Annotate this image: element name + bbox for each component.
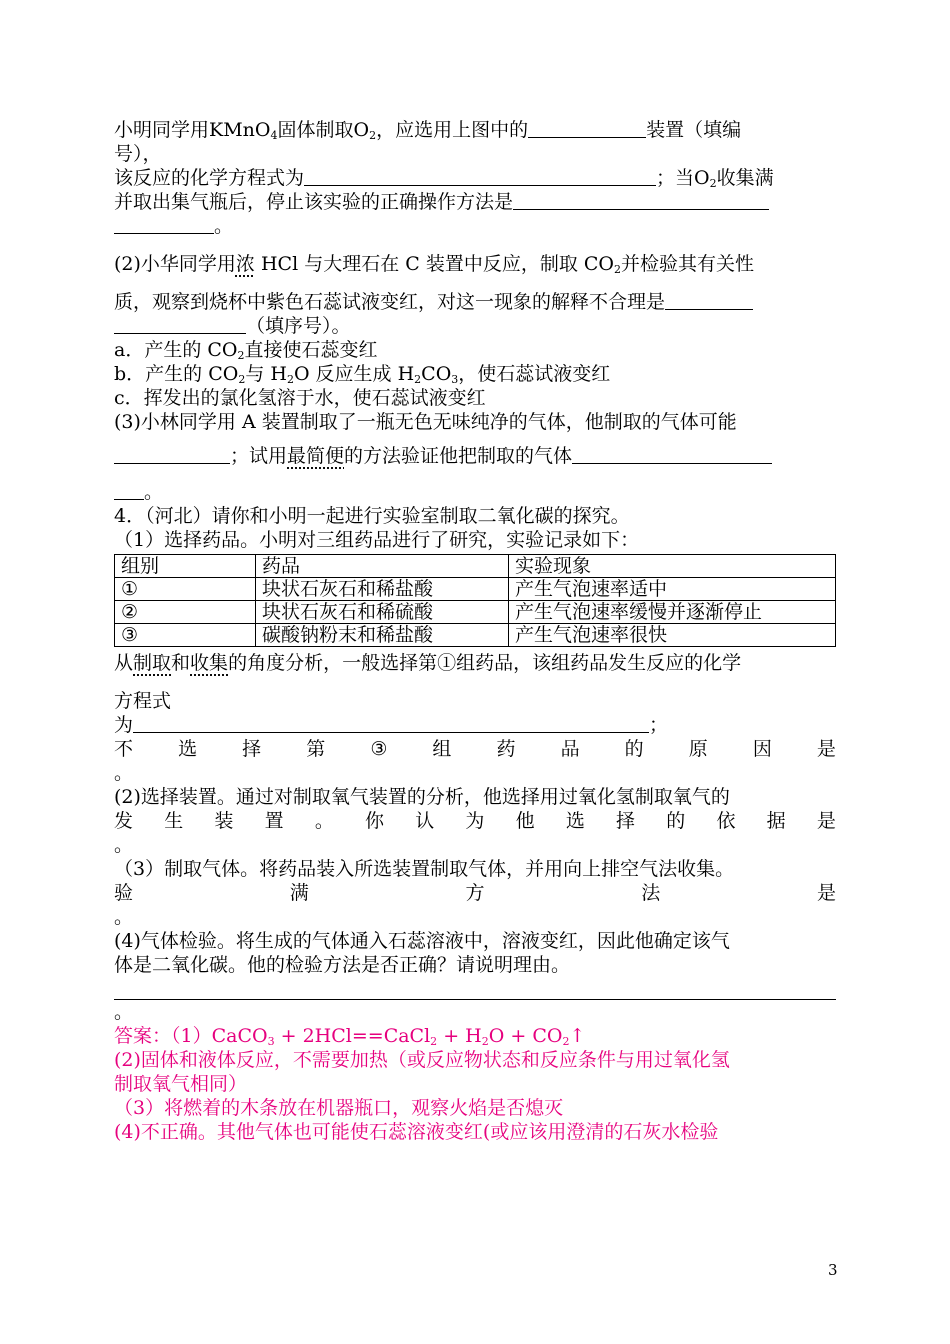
q2-option-b: b．产生的 $CO_2$与 $H_2O$ 反应生成 $H_2CO_3$，使石蕊试液变红 xyxy=(114,363,611,386)
q4-p1-end: 。 xyxy=(114,762,134,784)
blank[interactable] xyxy=(114,215,214,234)
table-cell: 产生气泡速率适中 xyxy=(509,578,836,601)
q4-p2-line1: (2)选择装置。通过对制取氧气装置的分析，他选择用过氧化氢制取氧气的 xyxy=(114,786,730,808)
answer-line2: (2)固体和液体反应，不需要加热（或反应物状态和反应条件与用过氧化氢 xyxy=(114,1049,730,1071)
q4-p1-line2: 方程式 xyxy=(114,690,172,712)
table-header: 实验现象 xyxy=(509,555,836,578)
q4-p1-line3: 为 ； xyxy=(114,714,669,736)
table-cell: ② xyxy=(115,601,256,624)
q1-line3: 该反应的化学方程式为 ；当$O_2$收集满 xyxy=(114,167,774,190)
q4-title: 4．（河北）请你和小明一起进行实验室制取二氧化碳的探究。 xyxy=(114,505,630,527)
page-number: 3 xyxy=(828,1261,838,1279)
q1-line1: 小明同学用KMnO$_4$固体制取$O_2$，应选用上图中的 装置（填编 xyxy=(114,119,742,142)
q2-line2: 质，观察到烧杯中紫色石蕊试液变红，对这一现象的解释不合理是 xyxy=(114,290,836,314)
q1-line2: 号）， xyxy=(114,143,162,165)
blank[interactable] xyxy=(114,445,230,464)
blank[interactable] xyxy=(513,191,769,210)
q3-line2: ；试用最简便的方法验证他把制取的气体 xyxy=(114,444,836,468)
q4-p3-line2: 验 满 方 法 是 xyxy=(114,882,836,904)
table-header: 组别 xyxy=(115,555,256,578)
q4-p4-end: 。 xyxy=(114,1001,134,1023)
table-row xyxy=(115,601,836,624)
q4-p3-line1: （3）制取气体。将药品装入所选装置制取气体，并用向上排空气法收集。 xyxy=(114,858,735,880)
q4-sub1: （1）选择药品。小明对三组药品进行了研究，实验记录如下： xyxy=(114,529,640,551)
q4-p4-line1: (4)气体检验。将生成的气体通入石蕊溶液中，溶液变红，因此他确定该气 xyxy=(114,930,730,952)
table-header-row xyxy=(115,555,836,578)
reagent-table xyxy=(114,554,836,647)
q2-option-c: c．挥发出的氯化氢溶于水，使石蕊试液变红 xyxy=(114,387,486,409)
q4-p3-end: 。 xyxy=(114,906,134,928)
q4-p2-end: 。 xyxy=(114,834,134,856)
q1-line5: 。 xyxy=(114,214,836,238)
q4-p2-line2: 发 生 装 置 。 你 认 为 他 选 择 的 依 据 是 xyxy=(114,810,836,832)
answer-line1: 答案：（1）CaCO$_3$ + 2HCl==CaCl$_2$ + $H_2O$ + $CO_2↑$ xyxy=(114,1025,586,1048)
table-cell: 产生气泡速率缓慢并逐渐停止 xyxy=(509,601,836,624)
q1-line4: 并取出集气瓶后，停止该实验的正确操作方法是 xyxy=(114,190,836,214)
blank[interactable] xyxy=(665,291,753,310)
answer-line4: （3）将燃着的木条放在机器瓶口，观察火焰是否熄灭 xyxy=(114,1097,564,1119)
blank[interactable] xyxy=(114,315,246,334)
q2-line1: (2)小华同学用浓 HCl 与大理石在 C 装置中反应，制取 $CO_2$并检验其有关性 xyxy=(114,253,754,276)
table-cell: 块状石灰石和稀硫酸 xyxy=(256,601,509,624)
blank[interactable] xyxy=(572,445,772,464)
answer-line3: 制取氧气相同） xyxy=(114,1073,248,1095)
table-header: 药品 xyxy=(256,555,509,578)
blank[interactable] xyxy=(304,167,656,186)
q4-p1-line1: 从制取和收集的角度分析，一般选择第①组药品，该组药品发生反应的化学 xyxy=(114,652,742,674)
blank[interactable] xyxy=(114,481,144,500)
document-body xyxy=(114,118,836,1144)
q2-option-a: a．产生的 $CO_2$直接使石蕊变红 xyxy=(114,339,378,362)
blank[interactable] xyxy=(133,714,649,733)
blank[interactable] xyxy=(528,119,646,138)
q2-line3: （填序号）。 xyxy=(114,314,836,338)
q4-p4-line2: 体是二氧化碳。他的检验方法是否正确？请说明理由。 xyxy=(114,954,571,976)
table-row xyxy=(115,578,836,601)
answer-line5: (4)不正确。其他气体也可能使石蕊溶液变红(或应该用澄清的石灰水检验 xyxy=(114,1121,719,1143)
table-cell: 碳酸钠粉末和稀盐酸 xyxy=(256,624,509,647)
table-row xyxy=(115,624,836,647)
table-cell: ① xyxy=(115,578,256,601)
table-cell: 块状石灰石和稀盐酸 xyxy=(256,578,509,601)
q3-line1: (3)小林同学用 A 装置制取了一瓶无色无味纯净的气体，他制取的气体可能 xyxy=(114,411,737,433)
q4-p1-line4: 不 选 择 第 ③ 组 药 品 的 原 因 是 xyxy=(114,738,836,760)
q3-line3: 。 xyxy=(114,480,836,504)
table-cell: 产生气泡速率很快 xyxy=(509,624,836,647)
table-cell: ③ xyxy=(115,624,256,647)
